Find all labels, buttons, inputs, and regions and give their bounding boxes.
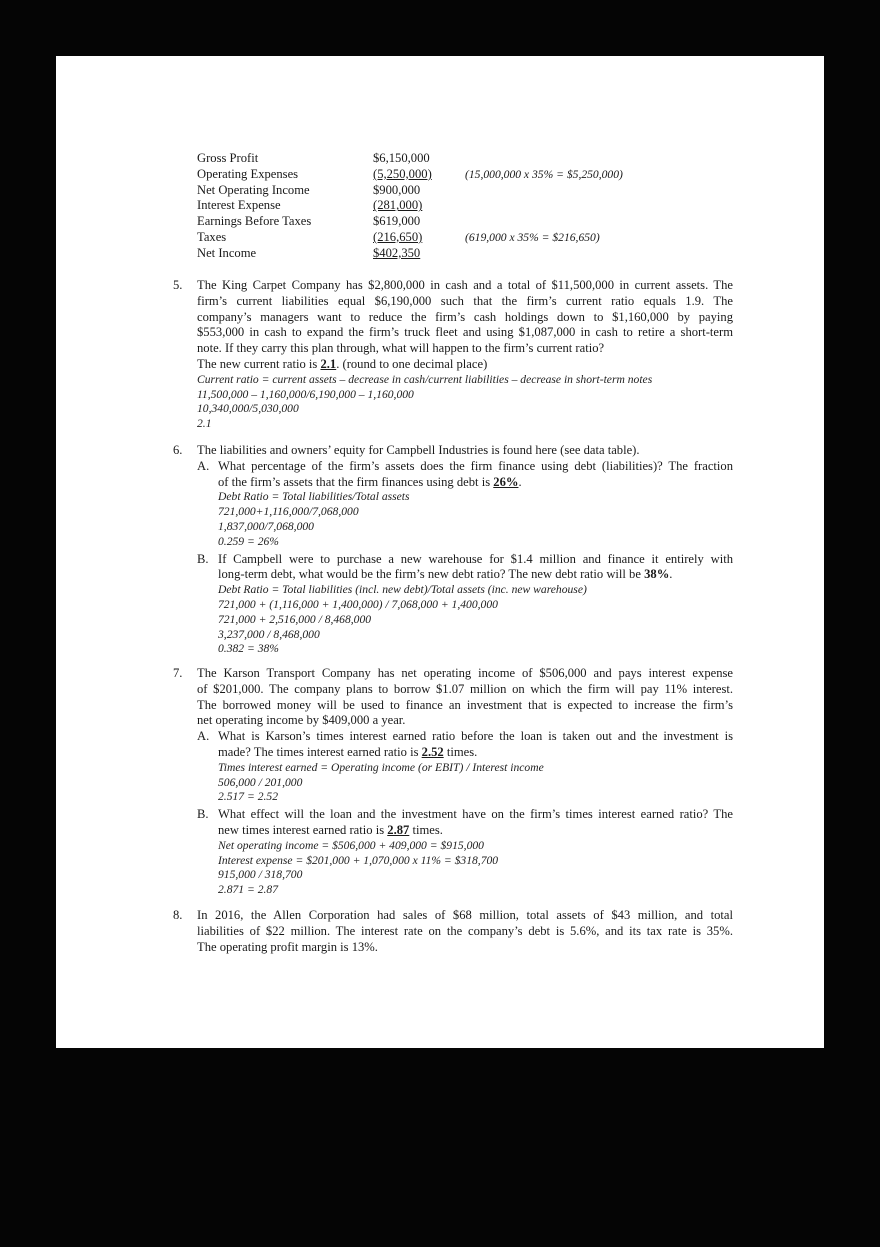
calc-line: 0.382 = 38%: [218, 642, 279, 656]
calc-line: 915,000 / 318,700: [218, 868, 303, 882]
question-text-line: The King Carpet Company has $2,800,000 in cash and a total of $11,500,000 in current assets. The: [197, 278, 733, 292]
is-row-taxes: [197, 230, 623, 246]
calculation: [218, 839, 733, 898]
calc-line: 2.871 = 2.87: [218, 883, 278, 897]
question-text-line: company’s managers want to reduce the firm’s cash holdings down to $1,160,000 by paying: [197, 309, 733, 324]
calc-line: 10,340,000/5,030,000: [197, 402, 299, 416]
answer-value: 2.52: [421, 744, 444, 759]
question-text-line: net operating income by $409,000 a year.: [197, 713, 406, 728]
calculation: [218, 490, 733, 549]
sub-question-letter: A.: [197, 729, 210, 744]
question-text-line: firm’s current liabilities equal $6,190,000 such that the firm’s current ratio equals 1.9. The: [197, 293, 733, 308]
question-body: [197, 666, 733, 729]
question-number: 6.: [173, 443, 183, 457]
is-label: Interest Expense: [197, 198, 281, 213]
is-note: (619,000 x 35% = $216,650): [465, 230, 600, 244]
income-statement: [197, 151, 623, 262]
calc-line: 721,000 + (1,116,000 + 1,400,000) / 7,068,000 + 1,400,000: [218, 597, 498, 611]
question-body: [197, 443, 733, 459]
calculation: [197, 373, 733, 432]
calc-line: Times interest earned = Operating income (or EBIT) / Interest income: [218, 760, 544, 774]
calc-line: Current ratio = current assets – decrease in cash/current liabilities – decrease in short-term notes: [197, 372, 653, 386]
calc-line: 0.259 = 26%: [218, 534, 279, 548]
is-row-gross-profit: [197, 151, 623, 167]
calc-line: Interest expense = $201,000 + 1,070,000 x 11% = $318,700: [218, 853, 499, 867]
answer-line: of the firm’s assets that the firm finances using debt is 26%.: [218, 474, 522, 489]
question-8: [173, 908, 733, 955]
question-number: 5.: [173, 278, 183, 292]
calc-line: 11,500,000 – 1,160,000/6,190,000 – 1,160,000: [197, 387, 414, 401]
question-body: [197, 908, 733, 955]
question-text-line: If Campbell were to purchase a new warehouse for $1.4 million and finance it entirely with: [218, 551, 733, 566]
calc-line: 721,000 + 2,516,000 / 8,468,000: [218, 612, 372, 626]
question-text-line: The Karson Transport Company has net operating income of $506,000 and pays interest expense: [197, 666, 733, 680]
is-row-interest-expense: [197, 198, 623, 214]
question-text-line: of $201,000. The company plans to borrow $1.07 million on which the firm will pay 11% interest.: [197, 681, 733, 696]
is-label: Earnings Before Taxes: [197, 214, 312, 229]
question-6: [173, 443, 733, 657]
is-label: Net Operating Income: [197, 182, 310, 197]
question-number: 7.: [173, 666, 183, 680]
question-6b: [197, 552, 733, 658]
is-row-ebt: [197, 214, 623, 230]
question-text-line: What effect will the loan and the investment have on the firm’s times interest earned ratio? The: [218, 807, 733, 822]
sub-question-body: [218, 552, 733, 658]
question-text-line: What is Karson’s times interest earned ratio before the loan is taken out and the investment is: [218, 729, 733, 744]
question-text-line: What percentage of the firm’s assets does the firm finance using debt (liabilities)? The fraction: [218, 458, 733, 473]
question-6a: [197, 459, 733, 550]
answer-line: The new current ratio is 2.1. (round to one decimal place): [197, 356, 488, 371]
is-value: (5,250,000): [373, 166, 432, 181]
is-value: $619,000: [373, 214, 421, 229]
answer-line: new times interest earned ratio is 2.87 times.: [218, 822, 443, 837]
sub-question-body: [218, 729, 733, 805]
question-number: 8.: [173, 908, 183, 922]
is-row-net-operating-income: [197, 183, 623, 199]
is-value: (216,650): [373, 229, 423, 244]
answer-value: 2.1: [320, 356, 337, 371]
question-text-line: liabilities of $22 million. The interest rate on the company’s debt is 5.6%, and its tax rate is 35%.: [197, 923, 733, 938]
sub-question-body: [218, 807, 733, 898]
question-text-line: The operating profit margin is 13%.: [197, 939, 378, 954]
question-text-line: The liabilities and owners’ equity for Campbell Industries is found here (see data table).: [197, 443, 640, 457]
answer-value: 26%: [493, 474, 519, 489]
question-5: [173, 278, 733, 432]
calc-line: Debt Ratio = Total liabilities (incl. new debt)/Total assets (inc. new warehouse): [218, 583, 587, 597]
is-value: (281,000): [373, 198, 423, 213]
calc-line: Net operating income = $506,000 + 409,000 = $915,000: [218, 838, 484, 852]
answer-line: made? The times interest earned ratio is 2.52 times.: [218, 744, 478, 759]
question-7b: [197, 807, 733, 898]
answer-value: 38%: [644, 567, 670, 582]
answer-value: 2.87: [387, 822, 410, 837]
is-row-operating-expenses: [197, 167, 623, 183]
is-label: Taxes: [197, 229, 227, 244]
is-label: Net Income: [197, 245, 257, 260]
sub-question-letter: A.: [197, 458, 210, 473]
calc-line: 721,000+1,116,000/7,068,000: [218, 505, 359, 519]
calc-line: Debt Ratio = Total liabilities/Total assets: [218, 490, 410, 504]
question-7: [173, 666, 733, 898]
is-value: $402,350: [373, 245, 421, 260]
calc-line: 1,837,000/7,068,000: [218, 519, 314, 533]
sub-question-letter: B.: [197, 807, 209, 822]
calc-line: 3,237,000 / 8,468,000: [218, 627, 320, 641]
document-page: [56, 56, 824, 1048]
calculation: [218, 583, 733, 657]
question-body: [197, 278, 733, 432]
is-row-net-income: [197, 246, 623, 262]
calc-line: 2.517 = 2.52: [218, 790, 278, 804]
calc-line: 506,000 / 201,000: [218, 775, 303, 789]
sub-question-body: [218, 459, 733, 550]
answer-line: long-term debt, what would be the firm’s new debt ratio? The new debt ratio will be 38%.: [218, 567, 673, 582]
is-note: (15,000,000 x 35% = $5,250,000): [465, 167, 623, 181]
calculation: [218, 761, 733, 805]
is-value: $6,150,000: [373, 151, 430, 165]
question-text-line: note. If they carry this plan through, what will happen to the firm’s current ratio?: [197, 341, 605, 356]
question-text-line: In 2016, the Allen Corporation had sales of $68 million, total assets of $43 million, and total: [197, 908, 733, 922]
question-text-line: The borrowed money will be used to finance an investment that is expected to increase the firm’s: [197, 697, 733, 712]
is-label: Operating Expenses: [197, 166, 299, 181]
sub-question-letter: B.: [197, 551, 209, 566]
is-value: $900,000: [373, 182, 421, 197]
question-7a: [197, 729, 733, 805]
calc-line: 2.1: [197, 417, 212, 431]
question-text-line: $553,000 in cash to expand the firm’s truck fleet and using $1,087,000 in cash to retire a short-term: [197, 325, 733, 340]
is-label: Gross Profit: [197, 151, 259, 165]
